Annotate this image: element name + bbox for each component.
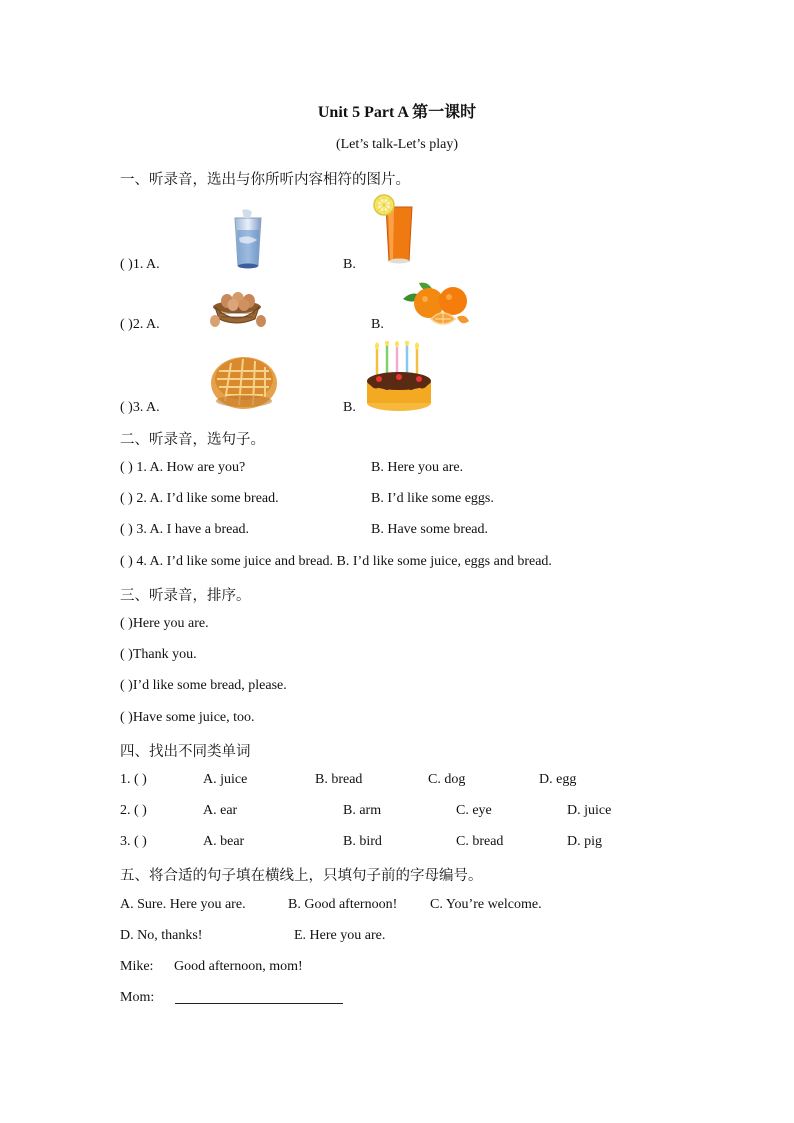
section2-heading: 二、听录音，选句子。 [120, 432, 265, 448]
s1-item2-prefix: ( )2. A. [120, 317, 160, 332]
s4-row2-d: D. juice [567, 803, 612, 818]
dialogue-speaker-mom: Mom: [120, 990, 155, 1005]
s4-row2-num: 2. ( ) [120, 803, 147, 818]
s4-row1-num: 1. ( ) [120, 772, 147, 787]
answer-line[interactable] [175, 989, 343, 1004]
page-title: Unit 5 Part A 第一课时 [317, 104, 477, 121]
s2-item1-b: B. Here you are. [371, 460, 464, 475]
dialogue-speaker-mike: Mike: [120, 959, 154, 974]
section4-heading: 四、找出不同类单词 [120, 744, 251, 760]
section1-heading: 一、听录音，选出与你所听内容相符的图片。 [120, 172, 410, 188]
s5-option-d: D. No, thanks! [120, 928, 203, 943]
s4-row2-b: B. arm [343, 803, 382, 818]
s3-item1: ( )Here you are. [120, 616, 209, 631]
dialogue-answer-blank[interactable] [175, 988, 343, 1004]
s1-item2-b: B. [371, 317, 384, 332]
s5-option-e: E. Here you are. [294, 928, 386, 943]
s4-row3-b: B. bird [343, 834, 382, 849]
section3-heading: 三、听录音，排序。 [120, 588, 251, 604]
egg-basket-icon [207, 285, 267, 329]
dialogue-line-mike: Good afternoon, mom! [174, 959, 303, 974]
birthday-cake-icon [365, 341, 433, 413]
s4-row2-a: A. ear [203, 803, 238, 818]
s4-row1-c: C. dog [428, 772, 466, 787]
oranges-icon [399, 279, 471, 331]
bread-bun-icon [209, 351, 279, 411]
s2-item4-a: ( ) 4. A. I’d like some juice and bread. B. I’d like some juice, eggs and bread. [120, 554, 552, 569]
orange-juice-icon [372, 193, 416, 265]
s2-item2-a: ( ) 2. A. I’d like some bread. [120, 491, 279, 506]
s2-item2-b: B. I’d like some eggs. [371, 491, 494, 506]
s5-option-b: B. Good afternoon! [288, 897, 398, 912]
page-subtitle: (Let’s talk-Let’s play) [335, 137, 459, 152]
s3-item3: ( )I’d like some bread, please. [120, 678, 287, 693]
s2-item3-b: B. Have some bread. [371, 522, 489, 537]
s2-item1-a: ( ) 1. A. How are you? [120, 460, 246, 475]
s4-row3-a: A. bear [203, 834, 245, 849]
s2-item3-a: ( ) 3. A. I have a bread. [120, 522, 250, 537]
s4-row1-d: D. egg [539, 772, 577, 787]
s3-item2: ( )Thank you. [120, 647, 197, 662]
s5-option-c: C. You’re welcome. [430, 897, 542, 912]
s4-row3-c: C. bread [456, 834, 504, 849]
water-glass-icon [230, 208, 266, 270]
s1-item3-prefix: ( )3. A. [120, 400, 160, 415]
s4-row1-a: A. juice [203, 772, 248, 787]
s4-row3-num: 3. ( ) [120, 834, 147, 849]
s4-row3-d: D. pig [567, 834, 602, 849]
s1-item1-b: B. [343, 257, 356, 272]
s1-item1-prefix: ( )1. A. [120, 257, 160, 272]
s4-row1-b: B. bread [315, 772, 363, 787]
s4-row2-c: C. eye [456, 803, 492, 818]
s3-item4: ( )Have some juice, too. [120, 710, 255, 725]
s5-option-a: A. Sure. Here you are. [120, 897, 246, 912]
section5-heading: 五、将合适的句子填在横线上，只填句子前的字母编号。 [120, 868, 483, 884]
s1-item3-b: B. [343, 400, 356, 415]
